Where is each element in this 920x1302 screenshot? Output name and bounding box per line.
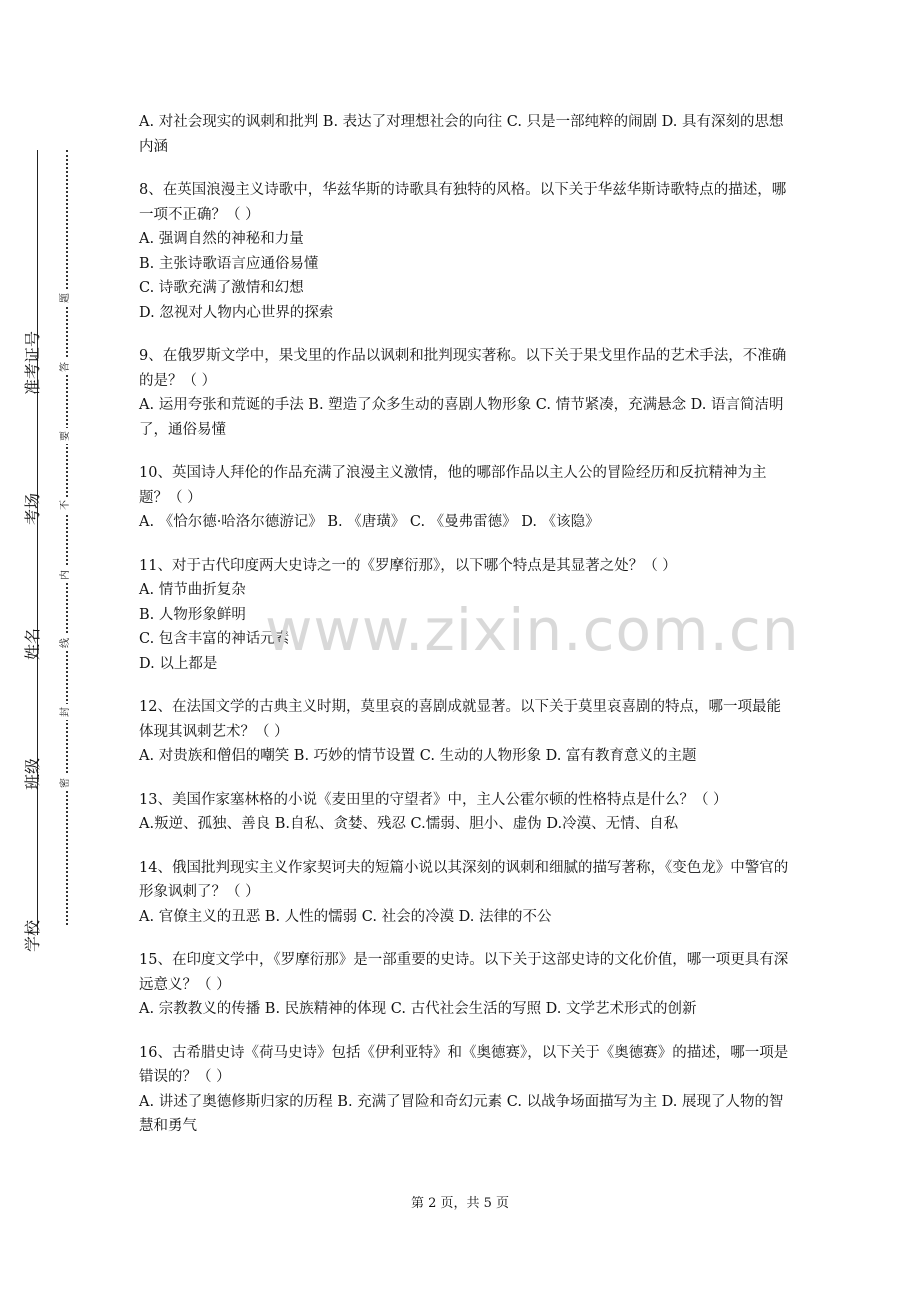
question-9 — [139, 344, 789, 442]
seal-char: 题 — [60, 290, 72, 306]
option-line: A. 宗教教义的传播 B. 民族精神的体现 C. 古代社会生活的写照 D. 文学艺术形式的创新 — [139, 1001, 697, 1017]
option-line: A. 《恰尔德·哈洛尔德游记》 B. 《唐璜》 C. 《曼弗雷德》 D. 《该隐》 — [139, 514, 600, 530]
question-13 — [139, 788, 789, 837]
option-d: D. 忽视对人物内心世界的探索 — [139, 304, 334, 321]
question-11 — [139, 554, 789, 677]
seal-char: 答 — [60, 359, 72, 375]
label-school: 学校 — [23, 919, 42, 952]
question-stem: 9、在俄罗斯文学中，果戈里的作品以讽刺和批判现实著称。以下关于果戈里作品的艺术手法，不准确的是？（ ） — [139, 348, 787, 389]
label-name: 姓名 — [23, 627, 42, 660]
question-stem: 12、在法国文学的古典主义时期，莫里哀的喜剧成就显著。以下关于莫里哀喜剧的特点，哪一项最能体现其讽刺艺术？（ ） — [139, 699, 781, 740]
label-ticket-number: 准考证号 — [23, 330, 42, 395]
question-stem: 16、古希腊史诗《荷马史诗》包括《伊利亚特》和《奥德赛》，以下关于《奥德赛》的描述，哪一项是错误的？（ ） — [139, 1044, 789, 1085]
option-a: A. 强调自然的神秘和力量 — [139, 231, 304, 247]
question-16 — [139, 1041, 789, 1139]
option-line: A. 对贵族和僧侣的嘲笑 B. 巧妙的情节设置 C. 生动的人物形象 D. 富有教育意义的主题 — [139, 748, 697, 764]
option-line: A. 对社会现实的讽刺和批判 B. 表达了对理想社会的向往 C. 只是一部纯粹的闹剧 D. 具有深刻的思想内涵 — [139, 114, 784, 155]
binding-margin — [0, 0, 110, 1302]
option-b: B. 人物形象鲜明 — [139, 606, 246, 623]
label-exam-room: 考场 — [23, 492, 42, 525]
seal-char: 封 — [60, 704, 72, 720]
question-12 — [139, 695, 789, 769]
page-footer: 第 2 页，共 5 页 — [410, 1196, 510, 1211]
question-10 — [139, 461, 789, 535]
binding-solid-line — [37, 150, 38, 935]
option-line: A. 官僚主义的丑恶 B. 人性的懦弱 C. 社会的冷漠 D. 法律的不公 — [139, 908, 552, 925]
question-list — [139, 110, 789, 1158]
option-line: A. 讲述了奥德修斯归家的历程 B. 充满了冒险和奇幻元素 C. 以战争场面描写为主 D. 展现了人物的智慧和勇气 — [139, 1093, 784, 1134]
option-b: B. 主张诗歌语言应通俗易懂 — [139, 255, 319, 272]
option-a: A. 情节曲折复杂 — [139, 582, 246, 598]
seal-char: 要 — [60, 428, 72, 444]
seal-char: 密 — [60, 775, 72, 791]
option-line: A. 运用夸张和荒诞的手法 B. 塑造了众多生动的喜剧人物形象 C. 情节紧凑，充满悬念 D. 语言简洁明了，通俗易懂 — [139, 397, 784, 438]
question-stem: 10、英国诗人拜伦的作品充满了浪漫主义激情，他的哪部作品以主人公的冒险经历和反抗精神为主题？（ ） — [139, 465, 767, 506]
question-stem: 13、美国作家塞林格的小说《麦田里的守望者》中，主人公霍尔顿的性格特点是什么？（ ） — [139, 791, 728, 808]
option-line: A.叛逆、孤独、善良 B.自私、贪婪、残忍 C.懦弱、胆小、虚伪 D.冷漠、无情、自私 — [139, 816, 679, 832]
seal-dotted-line — [66, 150, 68, 925]
watermark: www.zixin.com.cn — [265, 596, 800, 664]
question-15 — [139, 948, 789, 1022]
question-stem: 14、俄国批判现实主义作家契诃夫的短篇小说以其深刻的讽刺和细腻的描写著称，《变色龙》中警官的形象讽刺了？（ ） — [139, 859, 789, 900]
option-c: C. 诗歌充满了激情和幻想 — [139, 280, 304, 296]
question-stem: 15、在印度文学中，《罗摩衍那》是一部重要的史诗。以下关于这部史诗的文化价值，哪一项更具有深远意义？（ ） — [139, 952, 789, 993]
option-c: C. 包含丰富的神话元素 — [139, 631, 290, 647]
option-d: D. 以上都是 — [139, 655, 218, 672]
seal-char: 线 — [60, 635, 72, 651]
label-class: 班级 — [23, 757, 42, 790]
question-stem: 11、对于古代印度两大史诗之一的《罗摩衍那》，以下哪个特点是其显著之处？（ ） — [139, 557, 677, 574]
question-7-options-continued — [139, 110, 789, 159]
question-14 — [139, 856, 789, 930]
question-stem: 8、在英国浪漫主义诗歌中，华兹华斯的诗歌具有独特的风格。以下关于华兹华斯诗歌特点的描述，哪一项不正确？（ ） — [139, 182, 787, 223]
seal-char: 内 — [60, 567, 72, 583]
question-8 — [139, 178, 789, 325]
seal-char: 不 — [60, 497, 72, 513]
